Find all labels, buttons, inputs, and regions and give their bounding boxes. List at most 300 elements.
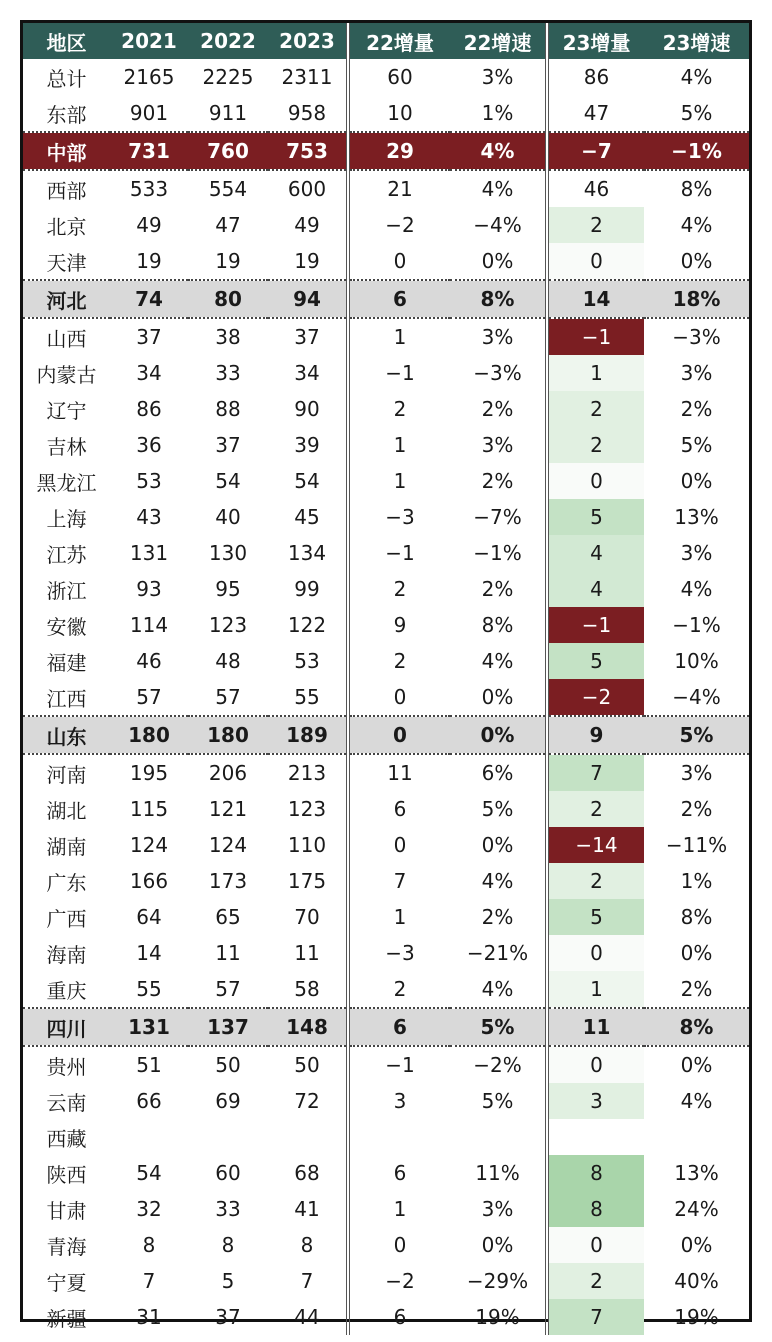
cell-2023: 753 [268,132,348,170]
cell-inc22: 0 [348,243,450,280]
cell-rate23: 0% [680,1053,713,1077]
cell-2022: 50 [215,1053,241,1077]
cell-2021: 2165 [123,65,175,89]
header-rate23: 23增速 [644,23,749,59]
cell-region: 四川 [23,1008,110,1046]
cell-2021: 34 [136,361,162,385]
cell-2021: 55 [136,977,162,1001]
cell-2023: 72 [294,1089,320,1113]
cell-rate23 [644,1119,749,1155]
cell-2022: 69 [215,1089,241,1113]
cell-region: 辽宁 [46,398,87,423]
table-row [23,791,749,827]
cell-rate22: 4% [481,177,514,201]
cell-rate23: 0% [680,469,713,493]
cell-rate23: 3% [680,361,713,385]
cell-region: 重庆 [46,978,87,1003]
cell-rate23: 0% [680,249,713,273]
cell-inc23: 14 [547,280,644,318]
cell-rate22: 3% [481,433,514,457]
cell-rate23: 18% [644,280,749,318]
cell-rate23: 5% [680,433,713,457]
cell-2021: 14 [136,941,162,965]
cell-2023: 54 [294,469,320,493]
cell-rate23: −3% [672,325,721,349]
cell-inc22: 60 [348,59,450,95]
cell-2023: 110 [287,833,327,857]
cell-rate22: −1% [473,541,522,565]
table-row [23,1263,749,1299]
cell-rate22: 0% [481,1233,514,1257]
cell-2022: 911 [208,101,248,125]
header-2023: 2023 [268,23,348,59]
cell-inc23: −7 [547,132,644,170]
cell-region: 东部 [46,102,87,127]
cell-rate23: 13% [674,505,719,529]
cell-inc22: −3 [348,499,450,535]
cell-rate22: 11% [475,1161,520,1185]
cell-inc22: −3 [348,935,450,971]
cell-inc23: −14 [547,827,644,863]
cell-rate22: 4% [481,977,514,1001]
cell-rate23: 0% [680,1233,713,1257]
cell-2022: 8 [221,1233,235,1257]
cell-2023: 2311 [281,65,333,89]
cell-inc22: 21 [348,170,450,207]
cell-rate23: 5% [644,716,749,754]
cell-rate23: 19% [674,1305,719,1329]
cell-inc22: 6 [348,791,450,827]
cell-2022: 33 [215,1197,241,1221]
cell-rate23: 4% [680,577,713,601]
header-row [23,23,749,59]
cell-2021: 8 [142,1233,156,1257]
cell-2023: 134 [287,541,327,565]
cell-rate23: 2% [680,977,713,1001]
cell-2022: 554 [208,177,248,201]
table-row [23,1046,749,1083]
cell-rate22: 5% [481,1089,514,1113]
cell-2023: 70 [294,905,320,929]
table-row [23,863,749,899]
cell-2021: 51 [136,1053,162,1077]
cell-inc23: 46 [547,170,644,207]
cell-rate22: 3% [481,1197,514,1221]
cell-rate22: 2% [481,905,514,929]
cell-inc22: 6 [348,1155,450,1191]
cell-2023: 53 [294,649,320,673]
cell-region: 福建 [46,650,87,675]
cell-inc23: 2 [547,207,644,243]
cell-inc22: 1 [348,1191,450,1227]
cell-2022: 95 [215,577,241,601]
table-row [23,355,749,391]
cell-2021: 86 [136,397,162,421]
cell-rate23: 3% [680,541,713,565]
table-row [23,971,749,1008]
cell-inc22: 0 [348,1227,450,1263]
cell-2022: 54 [215,469,241,493]
table-row [23,132,749,170]
cell-inc23: 5 [547,499,644,535]
cell-2021: 43 [136,505,162,529]
cell-inc23: 8 [547,1191,644,1227]
cell-inc23: 2 [547,427,644,463]
cell-rate23: 2% [680,797,713,821]
cell-rate23: 13% [674,1161,719,1185]
cell-2021: 195 [129,761,169,785]
cell-inc22: 10 [348,95,450,132]
cell-region: 西部 [46,178,87,203]
cell-2023: 44 [294,1305,320,1329]
cell-2022: 5 [221,1269,235,1293]
cell-inc23: 9 [547,716,644,754]
cell-2022: 137 [188,1008,268,1046]
cell-2023: 189 [268,716,348,754]
cell-inc22 [348,1119,450,1155]
cell-2021: 54 [136,1161,162,1185]
table-row [23,463,749,499]
cell-rate23: 5% [680,101,713,125]
cell-2022: 37 [215,1305,241,1329]
cell-inc23: 0 [547,463,644,499]
cell-2021: 901 [129,101,169,125]
cell-rate23: 4% [680,1089,713,1113]
cell-2022: 65 [215,905,241,929]
table-row [23,607,749,643]
cell-2021: 19 [136,249,162,273]
cell-rate22: 4% [450,132,547,170]
table-row [23,679,749,716]
cell-inc22: 29 [348,132,450,170]
cell-inc22: 3 [348,1083,450,1119]
cell-rate22: 2% [481,577,514,601]
cell-rate23: −4% [672,685,721,709]
cell-rate23: 40% [674,1269,719,1293]
cell-rate22: 4% [481,649,514,673]
cell-2021: 46 [136,649,162,673]
table-row [23,391,749,427]
cell-2021: 53 [136,469,162,493]
cell-inc23: −1 [547,607,644,643]
cell-2022: 19 [215,249,241,273]
cell-rate23: 0% [680,941,713,965]
table-row [23,243,749,280]
cell-region: 浙江 [46,578,87,603]
cell-2022: 124 [208,833,248,857]
cell-region: 湖南 [46,834,87,859]
cell-2023: 175 [287,869,327,893]
cell-region: 甘肃 [46,1198,87,1223]
cell-inc22: 6 [348,1008,450,1046]
cell-2022: 40 [215,505,241,529]
cell-region: 贵州 [46,1054,87,1079]
cell-rate22: −4% [473,213,522,237]
cell-2022 [188,1119,268,1155]
cell-2023: 7 [300,1269,314,1293]
cell-2022: 33 [215,361,241,385]
header-rate22: 22增速 [450,23,547,59]
cell-2023: 49 [294,213,320,237]
cell-inc23: 0 [547,1046,644,1083]
cell-inc22: 7 [348,863,450,899]
cell-rate22: 6% [481,761,514,785]
cell-2022: 180 [188,716,268,754]
cell-inc22: −1 [348,355,450,391]
cell-rate22: 2% [481,397,514,421]
cell-2022: 130 [208,541,248,565]
cell-rate23: 8% [680,905,713,929]
cell-2022: 38 [215,325,241,349]
table-row [23,535,749,571]
table-row [23,935,749,971]
table-row [23,1191,749,1227]
cell-2023: 39 [294,433,320,457]
table-row [23,1008,749,1046]
cell-inc22: 11 [348,754,450,791]
cell-2022: 48 [215,649,241,673]
cell-inc23: 2 [547,863,644,899]
cell-inc22: 2 [348,971,450,1008]
cell-2021 [110,1119,188,1155]
table-row [23,1119,749,1155]
cell-inc23: 7 [547,754,644,791]
cell-inc22: 6 [348,280,450,318]
header-inc23: 23增量 [547,23,644,59]
cell-2023: 50 [294,1053,320,1077]
cell-region: 青海 [46,1234,87,1259]
cell-rate22: 8% [450,280,547,318]
cell-rate22: −29% [466,1269,529,1293]
cell-rate23: 4% [680,65,713,89]
cell-rate22: 0% [481,685,514,709]
table-row [23,571,749,607]
cell-inc22: 1 [348,899,450,935]
cell-inc22: 2 [348,643,450,679]
header-2021: 2021 [110,23,188,59]
cell-inc23: 5 [547,899,644,935]
cell-rate23: −11% [665,833,728,857]
data-table [23,23,749,1335]
cell-2021: 36 [136,433,162,457]
cell-region: 吉林 [46,434,87,459]
cell-inc23: 8 [547,1155,644,1191]
cell-2022: 206 [208,761,248,785]
table-row [23,170,749,207]
cell-inc23: 1 [547,971,644,1008]
cell-2022: 57 [215,685,241,709]
cell-inc23: 2 [547,391,644,427]
cell-region: 陕西 [46,1162,87,1187]
cell-inc23: −1 [547,318,644,355]
cell-2023: 55 [294,685,320,709]
cell-inc22: 0 [348,679,450,716]
cell-2021: 32 [136,1197,162,1221]
cell-rate22: 4% [481,869,514,893]
cell-2021: 131 [129,541,169,565]
cell-2023: 123 [287,797,327,821]
cell-2023: 213 [287,761,327,785]
cell-2021: 114 [129,613,169,637]
table-row [23,716,749,754]
cell-rate22: −3% [473,361,522,385]
cell-2021: 166 [129,869,169,893]
cell-2023: 148 [268,1008,348,1046]
table-row [23,643,749,679]
cell-inc22: −1 [348,1046,450,1083]
table-row [23,1227,749,1263]
table-row [23,318,749,355]
table-row [23,754,749,791]
cell-inc22: −1 [348,535,450,571]
cell-2023: 11 [294,941,320,965]
cell-2023: 58 [294,977,320,1001]
table-frame [20,20,752,1331]
cell-inc23: 47 [547,95,644,132]
table-row [23,899,749,935]
header-inc22: 22增量 [348,23,450,59]
cell-2023: 34 [294,361,320,385]
table-row [23,1083,749,1119]
cell-2022: 121 [208,797,248,821]
cell-rate22: −7% [473,505,522,529]
cell-2023: 94 [268,280,348,318]
cell-rate22: 3% [481,325,514,349]
cell-rate22: 0% [481,833,514,857]
cell-inc23: 4 [547,535,644,571]
cell-2021: 57 [136,685,162,709]
cell-inc23: 2 [547,1263,644,1299]
cell-rate23: 8% [680,177,713,201]
cell-region: 安徽 [46,614,87,639]
cell-2021: 115 [129,797,169,821]
cell-region: 河南 [46,762,87,787]
cell-rate22 [450,1119,547,1155]
cell-2021: 49 [136,213,162,237]
cell-2023: 122 [287,613,327,637]
cell-2022: 11 [215,941,241,965]
cell-2021: 37 [136,325,162,349]
cell-region: 江西 [46,686,87,711]
cell-region: 云南 [46,1090,87,1115]
cell-rate22: 1% [481,101,514,125]
cell-2021: 66 [136,1089,162,1113]
cell-2023: 600 [287,177,327,201]
cell-region: 天津 [46,250,87,275]
cell-2023: 19 [294,249,320,273]
cell-inc23: 0 [547,243,644,280]
table-row [23,59,749,95]
table-row [23,207,749,243]
cell-inc22: 0 [348,827,450,863]
cell-inc22: −2 [348,1263,450,1299]
cell-2021: 731 [110,132,188,170]
cell-region: 西藏 [46,1126,87,1151]
cell-region: 广东 [46,870,87,895]
cell-2023: 90 [294,397,320,421]
cell-region: 江苏 [46,542,87,567]
table-row [23,1299,749,1335]
cell-rate22: 5% [481,797,514,821]
cell-2021: 131 [110,1008,188,1046]
cell-inc22: 1 [348,427,450,463]
cell-rate23: −1% [644,132,749,170]
cell-2022: 80 [188,280,268,318]
cell-rate23: 8% [644,1008,749,1046]
cell-inc23: 0 [547,1227,644,1263]
table-row [23,827,749,863]
cell-2022: 760 [188,132,268,170]
cell-2023: 45 [294,505,320,529]
cell-rate23: −1% [672,613,721,637]
cell-region: 中部 [23,132,110,170]
cell-rate22: 0% [481,249,514,273]
table-row [23,280,749,318]
cell-rate23: 10% [674,649,719,673]
header-region: 地区 [23,23,110,59]
cell-2023: 68 [294,1161,320,1185]
table-row [23,95,749,132]
cell-inc22: 9 [348,607,450,643]
cell-rate22: 2% [481,469,514,493]
cell-2023 [268,1119,348,1155]
cell-inc23: 2 [547,791,644,827]
cell-2022: 37 [215,433,241,457]
cell-region: 上海 [46,506,87,531]
cell-rate22: 8% [481,613,514,637]
cell-rate23: 2% [680,397,713,421]
cell-2023: 958 [287,101,327,125]
cell-inc22: 2 [348,571,450,607]
cell-inc23: 0 [547,935,644,971]
cell-inc23: 11 [547,1008,644,1046]
cell-2021: 31 [136,1305,162,1329]
cell-region: 宁夏 [46,1270,87,1295]
cell-rate22: −21% [466,941,529,965]
cell-region: 山西 [46,326,87,351]
cell-rate22: 19% [475,1305,520,1329]
cell-inc22: 0 [348,716,450,754]
cell-2023: 37 [294,325,320,349]
cell-region: 山东 [23,716,110,754]
cell-2021: 7 [142,1269,156,1293]
cell-2022: 57 [215,977,241,1001]
cell-inc22: 2 [348,391,450,427]
cell-rate23: 1% [680,869,713,893]
cell-2022: 60 [215,1161,241,1185]
cell-inc23: 4 [547,571,644,607]
cell-rate22: −2% [473,1053,522,1077]
cell-2022: 88 [215,397,241,421]
cell-2022: 2225 [202,65,254,89]
cell-region: 广西 [46,906,87,931]
cell-inc22: −2 [348,207,450,243]
cell-rate22: 3% [481,65,514,89]
table-row [23,499,749,535]
cell-region: 河北 [23,280,110,318]
cell-rate22: 0% [450,716,547,754]
cell-region: 北京 [46,214,87,239]
cell-inc23 [547,1119,644,1155]
cell-2022: 173 [208,869,248,893]
cell-inc22: 1 [348,463,450,499]
cell-region: 海南 [46,942,87,967]
cell-2023: 99 [294,577,320,601]
cell-2021: 64 [136,905,162,929]
cell-rate23: 4% [680,213,713,237]
cell-region: 黑龙江 [36,470,97,495]
cell-2021: 93 [136,577,162,601]
